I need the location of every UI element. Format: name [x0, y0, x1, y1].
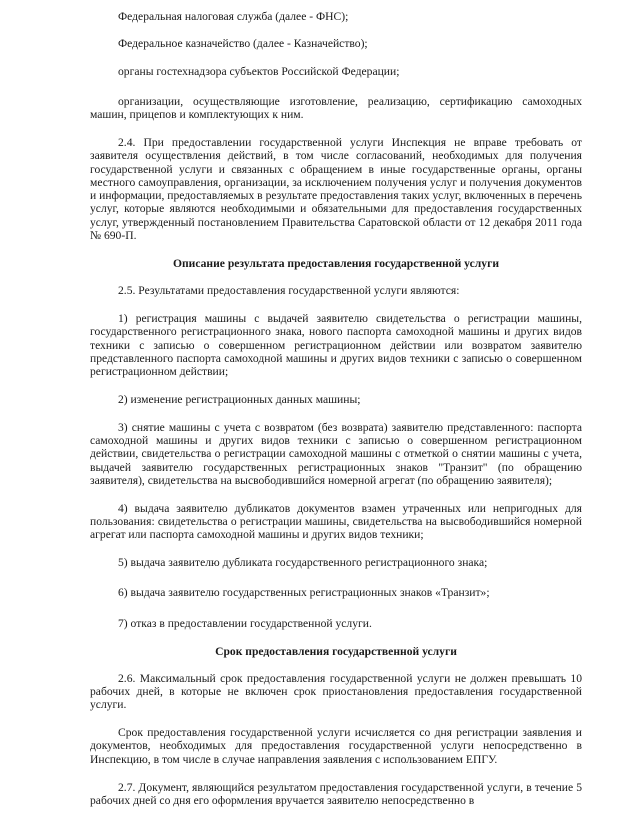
paragraph-fns: Федеральная налоговая служба (далее - ФНС);	[118, 10, 349, 23]
list-item-7: 7) отказ в предоставлении государственной услуги.	[118, 616, 372, 630]
list-item-6: 6) выдача заявителю государственных регистрационных знаков «Транзит»;	[118, 586, 490, 600]
list-item-3: 3) снятие машины с учета с возвратом (без возврата) заявителю представленного: паспорта самоходной машины и других видов техники с записью о совершенном регистрационном действии, свидетельства о регистрации самоходной машины с отметкой о снятии машины с учета, выдачей заявителю государственных регистрационных знаков "Транзит" (по обращению заявителя), свидетельства на высвободившийся номерной агрегат (по обращению заявителя);	[90, 420, 582, 487]
list-item-2: 2) изменение регистрационных данных машины;	[118, 392, 361, 406]
paragraph-2-5: 2.5. Результатами предоставления государственной услуги являются:	[118, 284, 460, 298]
list-item-4: 4) выдача заявителю дубликатов документов взамен утраченных или непригодных для пользования: свидетельства о регистрации машины, свидетельства на высвободившийся номерной агрегат или паспорта самоходной машины и других видов техники;	[90, 501, 582, 542]
paragraph-2-6: 2.6. Максимальный срок предоставления государственной услуги не должен превышать 10 рабочих дней, в которые не включен срок приостановления предоставления государственной услуги.	[90, 671, 582, 712]
paragraph-2-4: 2.4. При предоставлении государственной услуги Инспекция не вправе требовать от заявителя осуществления действий, в том числе согласований, необходимых для получения государственной услуги и связанных с обращением в иные государственные органы, органы местного самоуправления, организации, за исключением получения услуг и получения документов и информации, предоставляемых в результате предоставления таких услуг, включенных в перечень услуг, которые являются необходимыми и обязательными для предоставления государственных услуг, утвержденный постановлением Правительства Саратовской области от 12 декабря 2011 года № 690-П.	[90, 135, 582, 243]
paragraph-term-count: Срок предоставления государственной услуги исчисляется со дня регистрации заявления и документов, необходимых для предоставления государственной услуги непосредственно в Инспекцию, в том числе в случае направления заявления с использованием ЕПГУ.	[90, 726, 582, 766]
list-item-5: 5) выдача заявителю дубликата государственного регистрационного знака;	[118, 556, 488, 570]
heading-result: Описание результата предоставления государственной услуги	[172, 256, 500, 270]
list-item-1: 1) регистрация машины с выдачей заявителю свидетельства о регистрации машины, государственного регистрационного знака, нового паспорта самоходной машины и других видов техники с записью о совершенном регистрационном действии или возвратом заявителю представленного паспорта самоходной машины и других видов техники с записью о совершенном регистрационном действии;	[90, 311, 582, 379]
heading-term: Срок предоставления государственной услуги	[215, 644, 457, 658]
paragraph-treasury: Федеральное казначейство (далее - Казначейство);	[118, 37, 368, 51]
paragraph-2-7: 2.7. Документ, являющийся результатом предоставления государственной услуги, в течение 5 рабочих дней со дня его оформления вручается заявителю непосредственно в	[90, 780, 582, 807]
paragraph-organizations: организации, осуществляющие изготовление, реализацию, сертификацию самоходных машин, прицепов и комплектующих к ним.	[90, 94, 582, 122]
paragraph-gostekhnadzor: органы гостехнадзора субъектов Российской Федерации;	[118, 64, 400, 78]
